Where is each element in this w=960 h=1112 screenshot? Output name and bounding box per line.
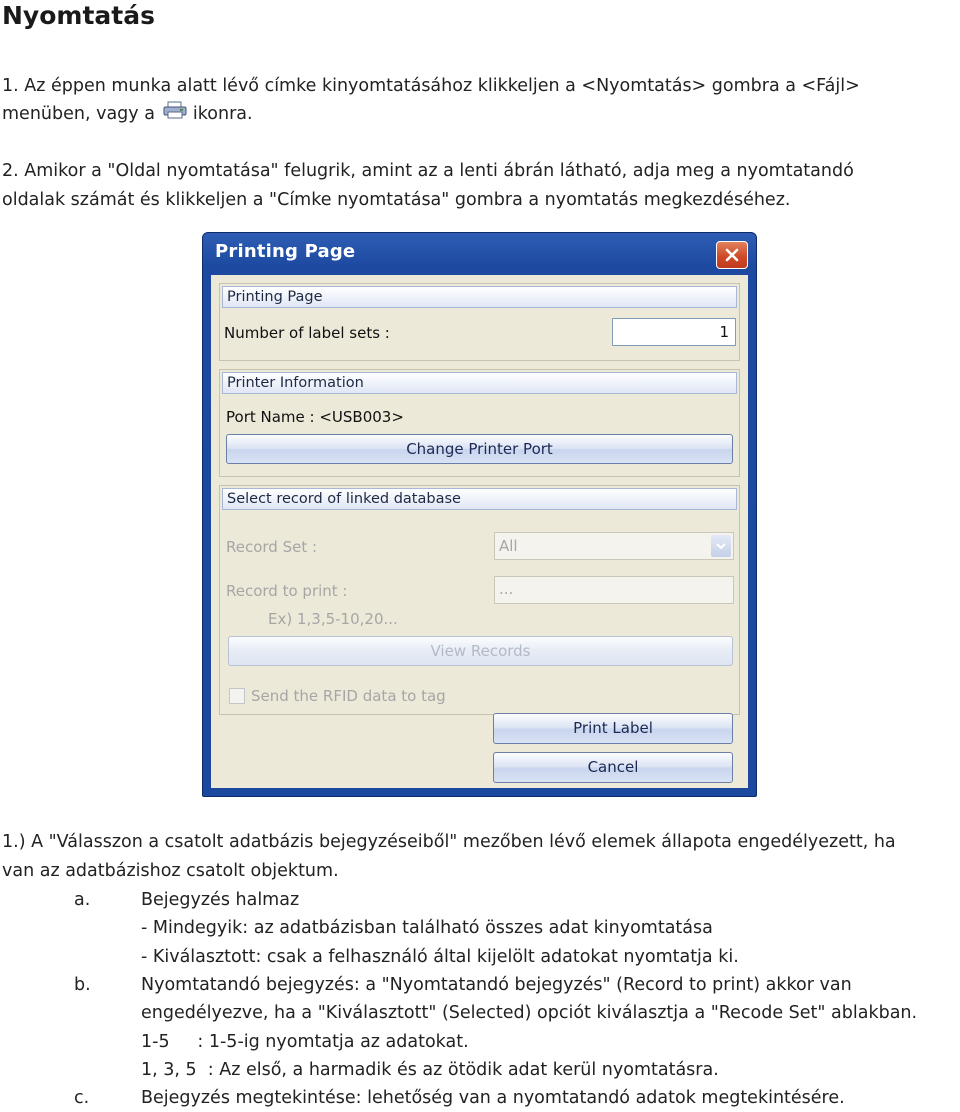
group-printing-page-title: Printing Page <box>227 289 323 305</box>
note-intro-line2: van az adatbázishoz csatolt objektum. <box>2 861 339 881</box>
group-printer-information-header <box>222 372 737 394</box>
record-set-value: All <box>499 537 518 555</box>
cancel-button[interactable]: Cancel <box>493 752 733 783</box>
note-b-example1: 1-5 : 1-5-ig nyomtatja az adatokat. <box>141 1032 469 1052</box>
record-to-print-value: ... <box>499 580 514 598</box>
note-a-line2: - Kiválasztott: csak a felhasználó által kijelölt adatokat nyomtatja ki. <box>141 947 739 967</box>
note-c-marker: c. <box>74 1088 90 1108</box>
record-set-select[interactable] <box>494 532 734 560</box>
group-printer-information <box>219 369 740 477</box>
close-icon[interactable] <box>716 241 748 269</box>
group-linked-database-header <box>222 488 737 510</box>
note-b-line2: engedélyezve, ha a "Kiválasztott" (Selected) opciót kiválasztja a "Recode Set" ablakban. <box>141 1003 918 1023</box>
step2-line1: 2. Amikor a "Oldal nyomtatása" felugrik, amint az a lenti ábrán látható, adja meg a nyomtatandó <box>2 161 854 181</box>
dialog-body <box>211 275 748 788</box>
note-b-line1: Nyomtatandó bejegyzés: a "Nyomtatandó bejegyzés" (Record to print) akkor van <box>141 975 852 995</box>
rfid-checkbox-label: Send the RFID data to tag <box>251 687 446 705</box>
record-to-print-label: Record to print : <box>226 582 348 600</box>
group-linked-database <box>219 485 740 715</box>
view-records-button[interactable]: View Records <box>228 636 733 666</box>
chevron-down-icon <box>711 535 731 557</box>
record-to-print-input[interactable] <box>494 576 734 604</box>
group-printer-information-title: Printer Information <box>227 375 364 391</box>
page-title: Nyomtatás <box>2 1 155 30</box>
port-name-label: Port Name : <USB003> <box>226 408 404 426</box>
number-of-label-sets-value: 1 <box>719 323 729 341</box>
number-of-label-sets-input[interactable] <box>612 318 736 346</box>
note-a-title: Bejegyzés halmaz <box>141 890 300 910</box>
group-printing-page <box>219 283 740 361</box>
change-printer-port-button[interactable]: Change Printer Port <box>226 434 733 464</box>
rfid-checkbox[interactable] <box>229 688 245 704</box>
number-of-label-sets-label: Number of label sets : <box>224 324 390 342</box>
print-label-button[interactable]: Print Label <box>493 713 733 744</box>
printing-page-dialog <box>202 232 757 797</box>
record-set-label: Record Set : <box>226 538 318 556</box>
step1-line2-after: ikonra. <box>192 104 253 124</box>
note-intro-line1: 1.) A "Válasszon a csatolt adatbázis bejegyzéseiből" mezőben lévő elemek állapota engedélyezett, ha <box>2 832 896 852</box>
note-b-example2: 1, 3, 5 : Az első, a harmadik és az ötödik adat kerül nyomtatásra. <box>141 1060 719 1080</box>
group-printing-page-header <box>222 286 737 308</box>
note-b-marker: b. <box>74 975 91 995</box>
step1-line2-before: menüben, vagy a <box>2 104 155 124</box>
note-c-line: Bejegyzés megtekintése: lehetőség van a nyomtatandó adatok megtekintésére. <box>141 1088 845 1108</box>
printer-icon <box>163 100 187 128</box>
note-a-line1: - Mindegyik: az adatbázisban található összes adat kinyomtatása <box>141 918 713 938</box>
record-example-label: Ex) 1,3,5-10,20... <box>268 610 398 628</box>
step1-line2 <box>2 100 253 128</box>
step2-line2: oldalak számát és klikkeljen a "Címke nyomtatása" gombra a nyomtatás megkezdéséhez. <box>2 190 791 210</box>
group-linked-database-title: Select record of linked database <box>227 491 461 507</box>
dialog-title: Printing Page <box>215 241 356 262</box>
note-a-marker: a. <box>74 890 91 910</box>
step1-line1: 1. Az éppen munka alatt lévő címke kinyomtatásához klikkeljen a <Nyomtatás> gombra a <Fájl> <box>2 76 860 96</box>
